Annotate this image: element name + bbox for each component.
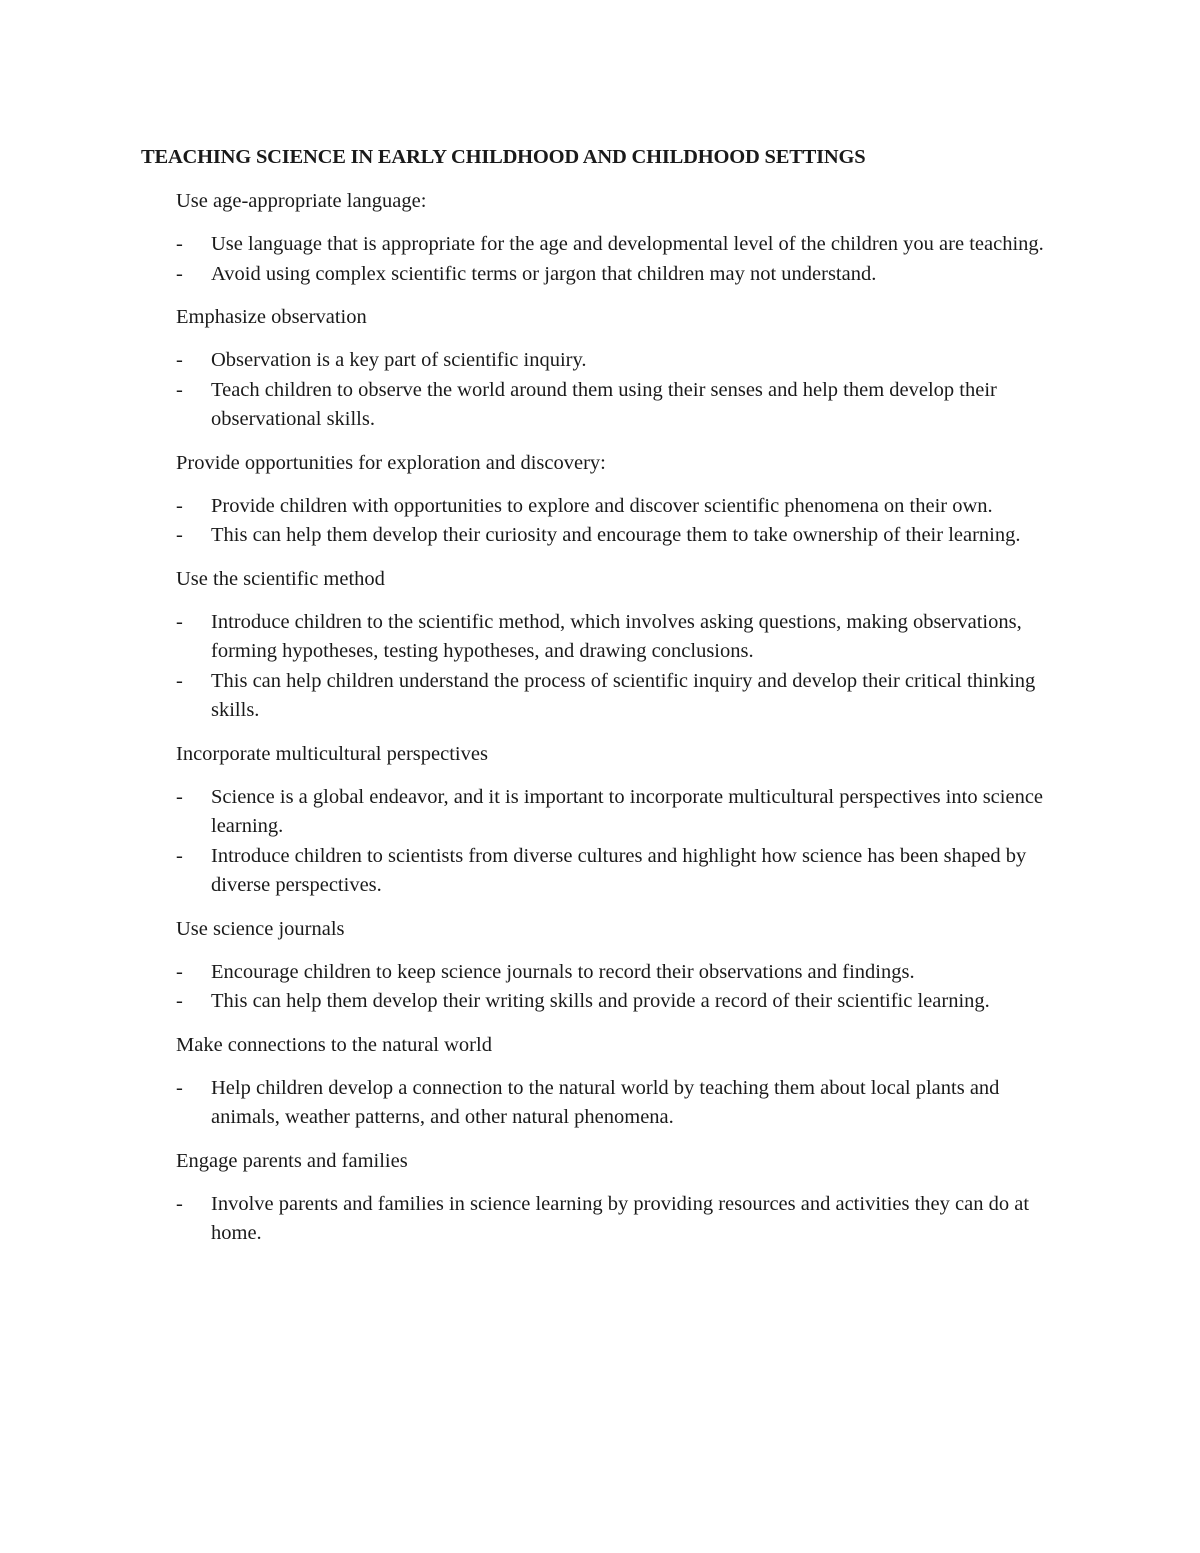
list-item — [176, 987, 1090, 1017]
section — [176, 739, 1090, 901]
section-heading: Incorporate multicultural perspectives — [176, 742, 488, 765]
bullet-marker: - — [176, 378, 183, 401]
bullet-text: Science is a global endeavor, and it is important to incorporate multicultural perspectives into science learning. — [211, 785, 1044, 837]
bullet-text: Encourage children to keep science journals to record their observations and findings. — [211, 960, 915, 983]
section — [176, 186, 1090, 289]
document-title: TEACHING SCIENCE IN EARLY CHILDHOOD AND CHILDHOOD SETTINGS — [141, 146, 866, 168]
list-item — [176, 260, 1090, 290]
bullet-text: This can help them develop their curiosity and encourage them to take ownership of their learning. — [211, 524, 1021, 546]
list-item — [176, 376, 1090, 435]
bullet-marker: - — [176, 524, 183, 546]
bullet-text: Involve parents and families in science learning by providing resources and activities they can do at home. — [211, 1192, 1030, 1244]
list-item — [176, 492, 1090, 522]
list-item — [176, 346, 1090, 376]
bullet-text: Teach children to observe the world around them using their senses and help them develop their observational skills. — [211, 378, 997, 430]
bullet-marker: - — [176, 669, 183, 692]
section — [176, 1146, 1090, 1249]
bullet-text: Observation is a key part of scientific inquiry. — [211, 349, 587, 371]
bullet-marker: - — [176, 960, 183, 983]
section-heading: Provide opportunities for exploration and discovery: — [176, 451, 606, 474]
list-item — [176, 842, 1090, 901]
bullet-list — [176, 1190, 1090, 1249]
bullet-text: Provide children with opportunities to explore and discover scientific phenomena on their own. — [211, 494, 993, 517]
bullet-list — [176, 958, 1090, 1017]
bullet-marker: - — [176, 1192, 183, 1215]
bullet-marker: - — [176, 610, 183, 633]
list-item — [176, 958, 1090, 988]
bullet-text: Introduce children to the scientific method, which involves asking questions, making observations, forming hypotheses, testing hypotheses, and drawing conclusions. — [211, 610, 1022, 662]
section-heading: Engage parents and families — [176, 1149, 408, 1172]
bullet-list — [176, 492, 1090, 551]
bullet-marker: - — [176, 844, 183, 867]
section-heading: Use science journals — [176, 917, 345, 940]
section-heading: Use the scientific method — [176, 567, 385, 590]
bullet-text: Avoid using complex scientific terms or jargon that children may not understand. — [211, 262, 877, 285]
section — [176, 302, 1090, 435]
section — [176, 564, 1090, 726]
section — [176, 914, 1090, 1017]
list-item — [176, 608, 1090, 667]
bullet-list — [176, 346, 1090, 435]
bullet-marker: - — [176, 494, 183, 517]
document-body — [141, 186, 1090, 1249]
list-item — [176, 521, 1090, 551]
bullet-marker: - — [176, 233, 183, 255]
bullet-marker: - — [176, 785, 183, 808]
section-heading: Emphasize observation — [176, 306, 367, 328]
section-heading: Make connections to the natural world — [176, 1033, 492, 1056]
bullet-text: This can help them develop their writing skills and provide a record of their scientific learning. — [211, 990, 990, 1012]
bullet-list — [176, 230, 1090, 289]
bullet-text: Use language that is appropriate for the age and developmental level of the children you are teaching. — [211, 233, 1044, 255]
list-item — [176, 1190, 1090, 1249]
bullet-text: This can help children understand the process of scientific inquiry and develop their critical thinking skills. — [211, 669, 1036, 721]
bullet-list — [176, 608, 1090, 726]
section — [176, 448, 1090, 551]
bullet-list — [176, 1074, 1090, 1133]
list-item — [176, 667, 1090, 726]
list-item — [176, 230, 1090, 260]
bullet-text: Help children develop a connection to the natural world by teaching them about local plants and animals, weather patterns, and other natural phenomena. — [211, 1076, 1000, 1128]
bullet-text: Introduce children to scientists from diverse cultures and highlight how science has been shaped by diverse perspectives. — [211, 844, 1027, 896]
bullet-list — [176, 783, 1090, 901]
bullet-marker: - — [176, 1076, 183, 1099]
list-item — [176, 1074, 1090, 1133]
bullet-marker: - — [176, 349, 183, 371]
bullet-marker: - — [176, 990, 183, 1012]
bullet-marker: - — [176, 262, 183, 285]
section-heading: Use age-appropriate language: — [176, 190, 427, 212]
list-item — [176, 783, 1090, 842]
section — [176, 1030, 1090, 1133]
